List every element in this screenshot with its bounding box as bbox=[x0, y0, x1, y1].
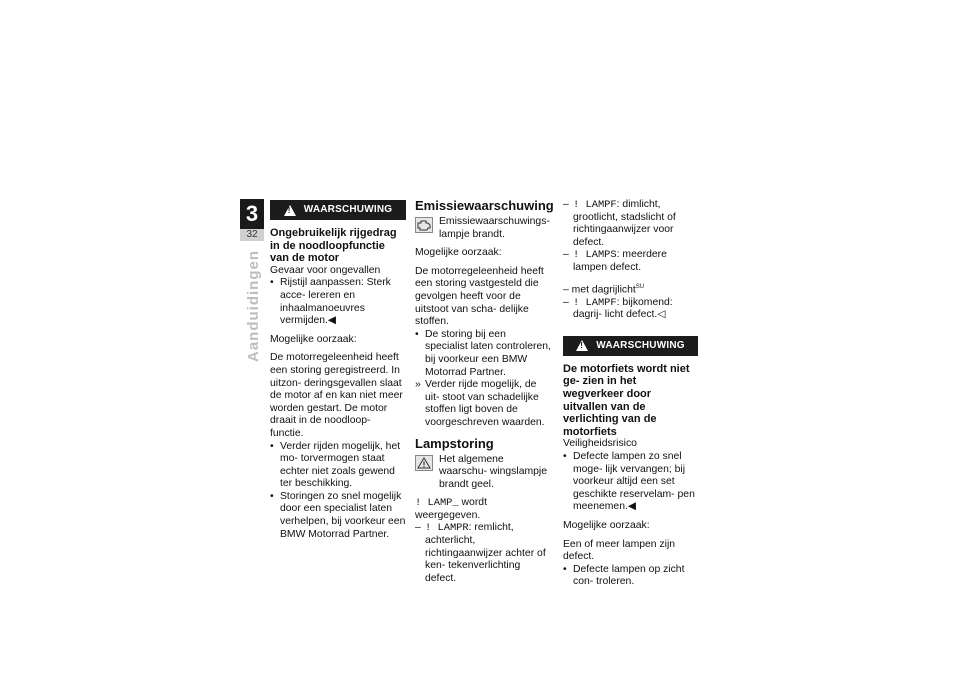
cause-text: Een of meer lampen zijn defect. bbox=[563, 538, 676, 563]
chapter-number: 3 bbox=[240, 199, 264, 229]
dagrijlicht-line: – met dagrijlicht$^{SU}$ bbox=[563, 283, 645, 296]
lamp-code-line: ! LAMP_ wordt weergegeven. bbox=[415, 497, 487, 521]
dash-item: – ! LAMPS: meerdere lampen defect. bbox=[563, 249, 667, 273]
cause-label: Mogelijke oorzaak: bbox=[270, 333, 357, 345]
list-item: • Defecte lampen op zicht con- troleren. bbox=[563, 563, 685, 588]
warning-heading: Ongebruikelijk rijgedrag in de noodloopfunctie van de motor bbox=[270, 227, 397, 265]
section-title-emission: Emissiewaarschuwing bbox=[415, 198, 554, 213]
list-item: • Defecte lampen zo snel moge- lijk vervangen; bij voorkeur altijd een set geschikte reservelam- pen meenemen.◀ bbox=[563, 450, 695, 513]
warning-triangle-icon bbox=[284, 205, 296, 216]
cause-text: De motorregeleenheid heeft een storing vastgesteld die gevolgen heeft voor de uitstoot van scha- delijke stoffen. bbox=[415, 265, 544, 328]
cause-label: Mogelijke oorzaak: bbox=[563, 519, 650, 531]
column-3 bbox=[563, 199, 698, 589]
chapter-title: Aanduidingen bbox=[245, 250, 262, 362]
section-title-lamp: Lampstoring bbox=[415, 435, 494, 451]
page-number: 32 bbox=[240, 229, 264, 241]
list-item: • De storing bij een specialist laten controleren, bij voorkeur een BMW Motorrad Partner. bbox=[415, 328, 551, 378]
warning-triangle-icon bbox=[415, 455, 433, 471]
engine-icon bbox=[415, 217, 433, 233]
lamp-icon-text: Het algemene waarschu- wingslampje brandt geel. bbox=[439, 453, 547, 490]
warning-banner: ! WAARSCHUWING bbox=[563, 336, 698, 356]
cause-label: Mogelijke oorzaak: bbox=[415, 247, 502, 259]
dash-item: – ! LAMPR: remlicht, achterlicht, richtingaanwijzer achter of ken- tekenverlichting defect. bbox=[415, 522, 546, 584]
list-item: • Storingen zo snel mogelijk door een specialist laten verhelpen, bij voorkeur een BMW Motorrad Partner. bbox=[270, 490, 406, 540]
warning-triangle-icon bbox=[576, 340, 588, 351]
column-1 bbox=[270, 200, 406, 541]
dash-item: – ! LAMPF: dimlicht, grootlicht, stadslicht of richtingaanwijzer voor defect. bbox=[563, 199, 676, 248]
cause-text: De motorregeleenheid heeft een storing geregistreerd. In uitzon- deringsgevallen slaat de motor af en kan niet meer worden gestart. De motor draait in de noodloop- functie. bbox=[270, 352, 403, 439]
warning-heading: De motorfiets wordt niet ge- zien in het wegverkeer door uitvallen van de verlichting van de motorfiets bbox=[563, 362, 690, 438]
warning-banner: ! WAARSCHUWING bbox=[270, 200, 406, 220]
emission-icon-text: Emissiewaarschuwings- lampje brandt. bbox=[439, 216, 550, 240]
risk-text: Veiligheidsrisico bbox=[563, 438, 637, 450]
list-item: » Verder rijde mogelijk, de uit- stoot van schadelijke stoffen ligt boven de voorgeschreven waarden. bbox=[415, 379, 545, 428]
list-item: • Verder rijden mogelijk, het mo- torvermogen staat echter niet zoals gewend ter beschikking. bbox=[270, 440, 401, 490]
column-2 bbox=[415, 198, 554, 585]
list-item: • Rijstijl aanpassen: Sterk acce- lereren en inhaalmanoeuvres vermijden.◀ bbox=[270, 277, 391, 327]
dash-item: – ! LAMPF: bijkomend: dagrij- licht defect.◁ bbox=[563, 296, 673, 321]
risk-text: Gevaar voor ongevallen bbox=[270, 264, 381, 276]
